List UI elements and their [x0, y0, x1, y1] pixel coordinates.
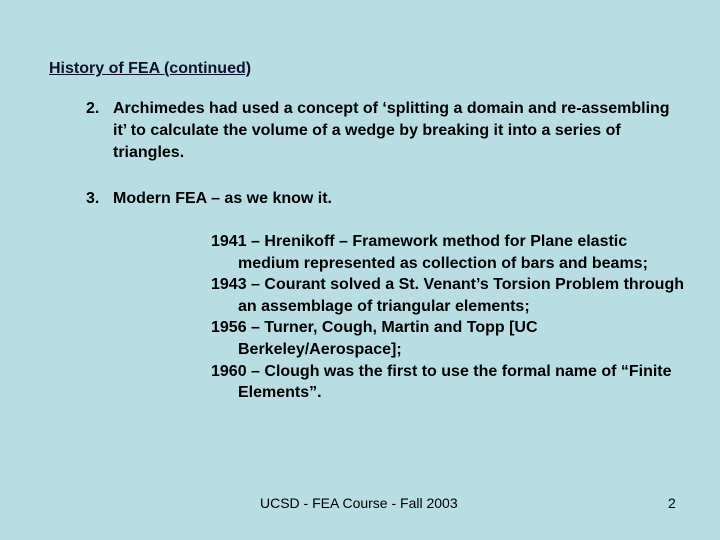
history-entry: 1941 – Hrenikoff – Framework method for Plane elastic medium represented as collection of bars and beams;: [211, 233, 648, 272]
list-item: [86, 188, 686, 212]
footer-text: UCSD - FEA Course - Fall 2003: [260, 495, 458, 511]
history-entry: 1960 – Clough was the first to use the formal name of “Finite Elements”.: [211, 362, 672, 402]
history-entry: 1943 – Courant solved a St. Venant’s Torsion Problem through an assemblage of triangular elements;: [211, 276, 684, 315]
history-entry: 1956 – Turner, Cough, Martin and Topp [UC Berkeley/Aerospace];: [211, 319, 538, 358]
list-item-text: Modern FEA – as we know it.: [113, 190, 332, 207]
list-item-text: Archimedes had used a concept of ‘splitting a domain and re-assembling it’ to calculate the volume of a wedge by breaking it into a series of triangles.: [113, 100, 670, 161]
list-item-number: 3.: [86, 190, 100, 207]
page-number: 2: [668, 495, 676, 511]
history-list: [211, 231, 691, 404]
slide-title: History of FEA (continued): [49, 60, 252, 77]
list-item-number: 2.: [86, 100, 100, 117]
list-item: [86, 98, 686, 168]
